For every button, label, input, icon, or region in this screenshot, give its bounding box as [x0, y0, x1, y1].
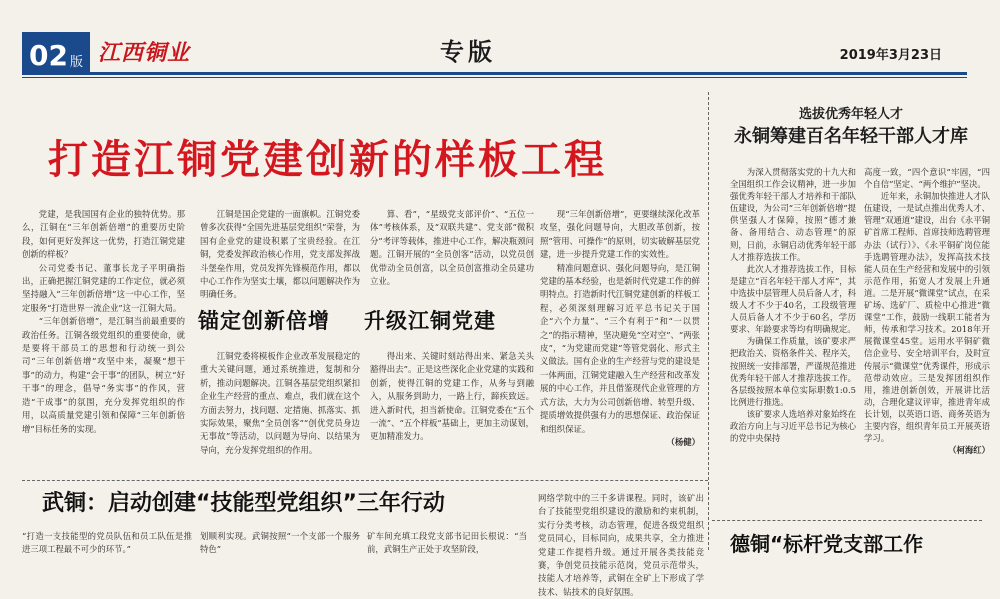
page-number-badge	[22, 32, 90, 74]
lower-column-3: 矿车间充填工段党支部书记田长根说：“当前，武铜生产正处于攻坚阶段，	[367, 531, 527, 555]
article-paragraph: 公司党委书记、董事长龙子平明确指出，正确把握江铜党建的工作定位，就必须坚持融入“三年创新倍增”这一中心工作，坚定服务“打造世界一流企业”这一江铜大局。	[22, 262, 185, 313]
article-column-1	[22, 208, 185, 476]
masthead-rule	[22, 72, 967, 75]
page-suffix: 版	[69, 55, 83, 70]
column-divider	[708, 92, 709, 550]
lower-headline: 武铜：启动创建“技能型党组织”三年行动	[42, 491, 445, 516]
masthead-rule-thin	[22, 77, 967, 78]
lower-column-2: 划顺利实现。武铜按照“一个支部一个服务特色”	[200, 531, 360, 555]
lower-column-4: 网络学院中的三千多讲课程。同时，该矿出台了技能型党组织建设的激励和约束机制，实行分类考核，动态管理，促进各级党组织党员同心，目标同向，成果共享，全力推进党建工作提档升级。通过开展各类技能竞赛，争创党员技能示范岗，党员示范带头，技能人才培养等，武铜在全矿上下形成了学技术、钻技术的良好氛围。	[538, 493, 704, 597]
newspaper-logo: 江西铜业	[98, 40, 191, 66]
article-column-2	[200, 208, 360, 300]
article-paragraph: 现“三年创新倍增”，更要继续深化改革攻坚，强化问题导向，大胆改革创新，按照“管用、可操作”的原则，切实破解基层党建，进一步提升党建工作的实效性。	[540, 209, 700, 260]
section-title: 专版	[440, 38, 496, 66]
lower-column-1: “打造一支技能型的党员队伍和员工队伍是推进三项工程最不可少的环节。”	[22, 531, 192, 555]
side-paragraph: 为深入贯彻落实党的十九大和全国组织工作会议精神，进一步加强优秀年轻干部人才培养和干部队伍建设，为公司“三年创新倍增”提供坚强人才保障，按照“德才兼备、备用结合、动态管理”的原则，日前，永铜启动优秀年轻干部人才推荐选拔工作。	[730, 167, 856, 262]
article-paragraph: 江铜党委将模板作企业改革发展稳定的重大关键问题，通过系统推进，复制和分析，推动问题解决。江铜各基层党组织紧扣企业生产经营的重点、难点，我们就在这个方面去努力，找问题、定措施、抓落实、抓实际效果，聚焦“全员创客”“创优党员身边无事故”等活动，以问题为导向、以结果为导向，充分发挥党组织的作用。	[200, 351, 360, 455]
subheading-left: 锚定创新倍增	[198, 309, 330, 333]
article-paragraph: 党建，是我国国有企业的独特优势。那么，江铜在“三年创新倍增”的重要历史阶段，如何更好发挥这一优势，打造江铜党建创新的样板？	[22, 209, 185, 260]
masthead	[0, 0, 1000, 78]
side-headline: 永铜筹建百名年轻干部人才库	[734, 126, 968, 147]
subheading-right: 升级江铜党建	[364, 309, 496, 333]
article-byline: （杨健）	[666, 436, 700, 447]
side-paragraph: 高度一致，“四个意识”牢固，“四个自信”坚定、“两个维护”坚决。	[864, 167, 990, 190]
side-paragraph: 为确保工作质量，该矿要求严把政治关、资格条件关、程序关，按照统一安排部署，严谨规范推进优秀年轻干部人才推荐选拔工作。各层级按照本单位实际职数1:0.5比例进行推选。	[730, 336, 856, 407]
side-column-1	[730, 166, 856, 502]
side-paragraph: 近年来，永铜加快推进人才队伍建设，一是试点推出优秀人才、管理“双通道”建设，出台《永平铜矿首席工程师、首席技师选聘管理办法（试行）》、《永平铜矿岗位能手选聘管理办法》，发挥高技术技能人员在生产经营和发展中的引领示范作用，拓宽人才发展上升通道。二是开展“微课堂”试点，在采矿场、选矿厂、质检中心推进“微课堂”工作，鼓励一线职工能者为师，传承和学习技术。2018年开展微课堂45堂。运用水平铜矿微信企业号、安全培训平台，及时宣传展示“微课堂”优秀课件，形成示范带动效应。三是发挥团组织作用，推进创新创效，开展讲比活动，合理化建议评审，推进青年成长计划，以英语口语、商务英语为主要内容，组织青年员工开展英语学习。	[864, 191, 990, 444]
section-divider	[22, 480, 708, 481]
article-paragraph: 算、看”，“星级党支部评价”、“五位一体”考核体系，及“双联共建”、党支部“微积分”考评等载体，推进中心工作，解决瓶颈问题。江铜开展的“全员创客”活动，以党员创优带动全员创富，以全员创富推动全员建功立业。	[370, 209, 534, 287]
article-column-3b	[370, 350, 534, 476]
article-paragraph: 得出来、关键时刻站得出来、紧急关头豁得出去”。正是这些深化企业党建的实践和创新，使得江铜的党建工作，从务与到融入，从服务到助力，一路上行，蹄疾致远。进入新时代，担当新使命。江铜党委在“五个一流”、“五个样板”基础上，更加主动谋划，更加精准发力。	[370, 351, 534, 442]
side-bottom-headline: 德铜“标杆党支部工作	[730, 532, 924, 556]
side-divider	[712, 520, 982, 521]
article-column-3	[370, 208, 534, 286]
issue-date: 2019年3月23日	[839, 48, 942, 63]
article-column-2b	[200, 350, 360, 476]
article-column-4	[540, 208, 700, 476]
page-number: 02	[29, 39, 68, 72]
side-paragraph: 此次人才推荐选拔工作，目标是建立“百名年轻干部人才库”，其中选拔中层管理人员后备人才，科级人才不少于40名，工段级管理人员后备人才不少于60名，学历要求、年龄要求等均有明确规定。	[730, 263, 856, 335]
side-kicker: 选拔优秀年轻人才	[798, 107, 903, 122]
article-paragraph: “三年创新倍增”，是江铜当前最重要的政治任务。江铜各级党组织的重要使命，就是要将干部员工的思想和行动统一到公司“三年创新倍增”攻坚中来，凝聚“想干事”的动力，构建“会干事”的团队，树立“好干事”的理念，倡导“务实事”的作风，营造“干成事”的氛围，充分发挥党组织的作用，以高质量党建引领和保障“三年创新倍增”目标任务的实现。	[22, 316, 185, 434]
article-paragraph: 精准问题意识、强化问题导向，是江铜党建的基本经验，也是新时代党建工作的鲜明特点。打造新时代江铜党建创新的样板工程，必须深刻理解习近平总书记关于国企“六个力量”、“三个有利于”和“一以贯之”的指示精神，坚决避免“空对空”、“两张皮”，“为党建而党建”等管党弱化、形式主义做法。国有企业的生产经营与党的建设是一体两面，江铜党建融入生产经营和改革发展的中心工作，并且借鉴现代企业管理的方式方法，大力为公司创新倍增、转型升级、提质增效提供强有力的思想保证、政治保证和组织保证。	[540, 262, 700, 434]
side-byline: （柯海红）	[948, 445, 990, 456]
side-paragraph: 该矿要求人选培养对象始终在政治方向上与习近平总书记为核心的党中央保持	[730, 408, 856, 444]
side-column-2	[864, 166, 990, 502]
article-paragraph: 江铜是国企党建的一面旗帜。江铜党委曾多次获得“全国先进基层党组织”荣誉，为国有企业党的建设积累了宝贵经验。在江铜，党委发挥政治核心作用，党支部发挥战斗堡垒作用，党员发挥先锋模范作用，都以中心工作作为坚实土壤，都以问题解决作为明确任务。	[200, 209, 360, 300]
main-headline: 打造江铜党建创新的样板工程	[48, 137, 607, 183]
